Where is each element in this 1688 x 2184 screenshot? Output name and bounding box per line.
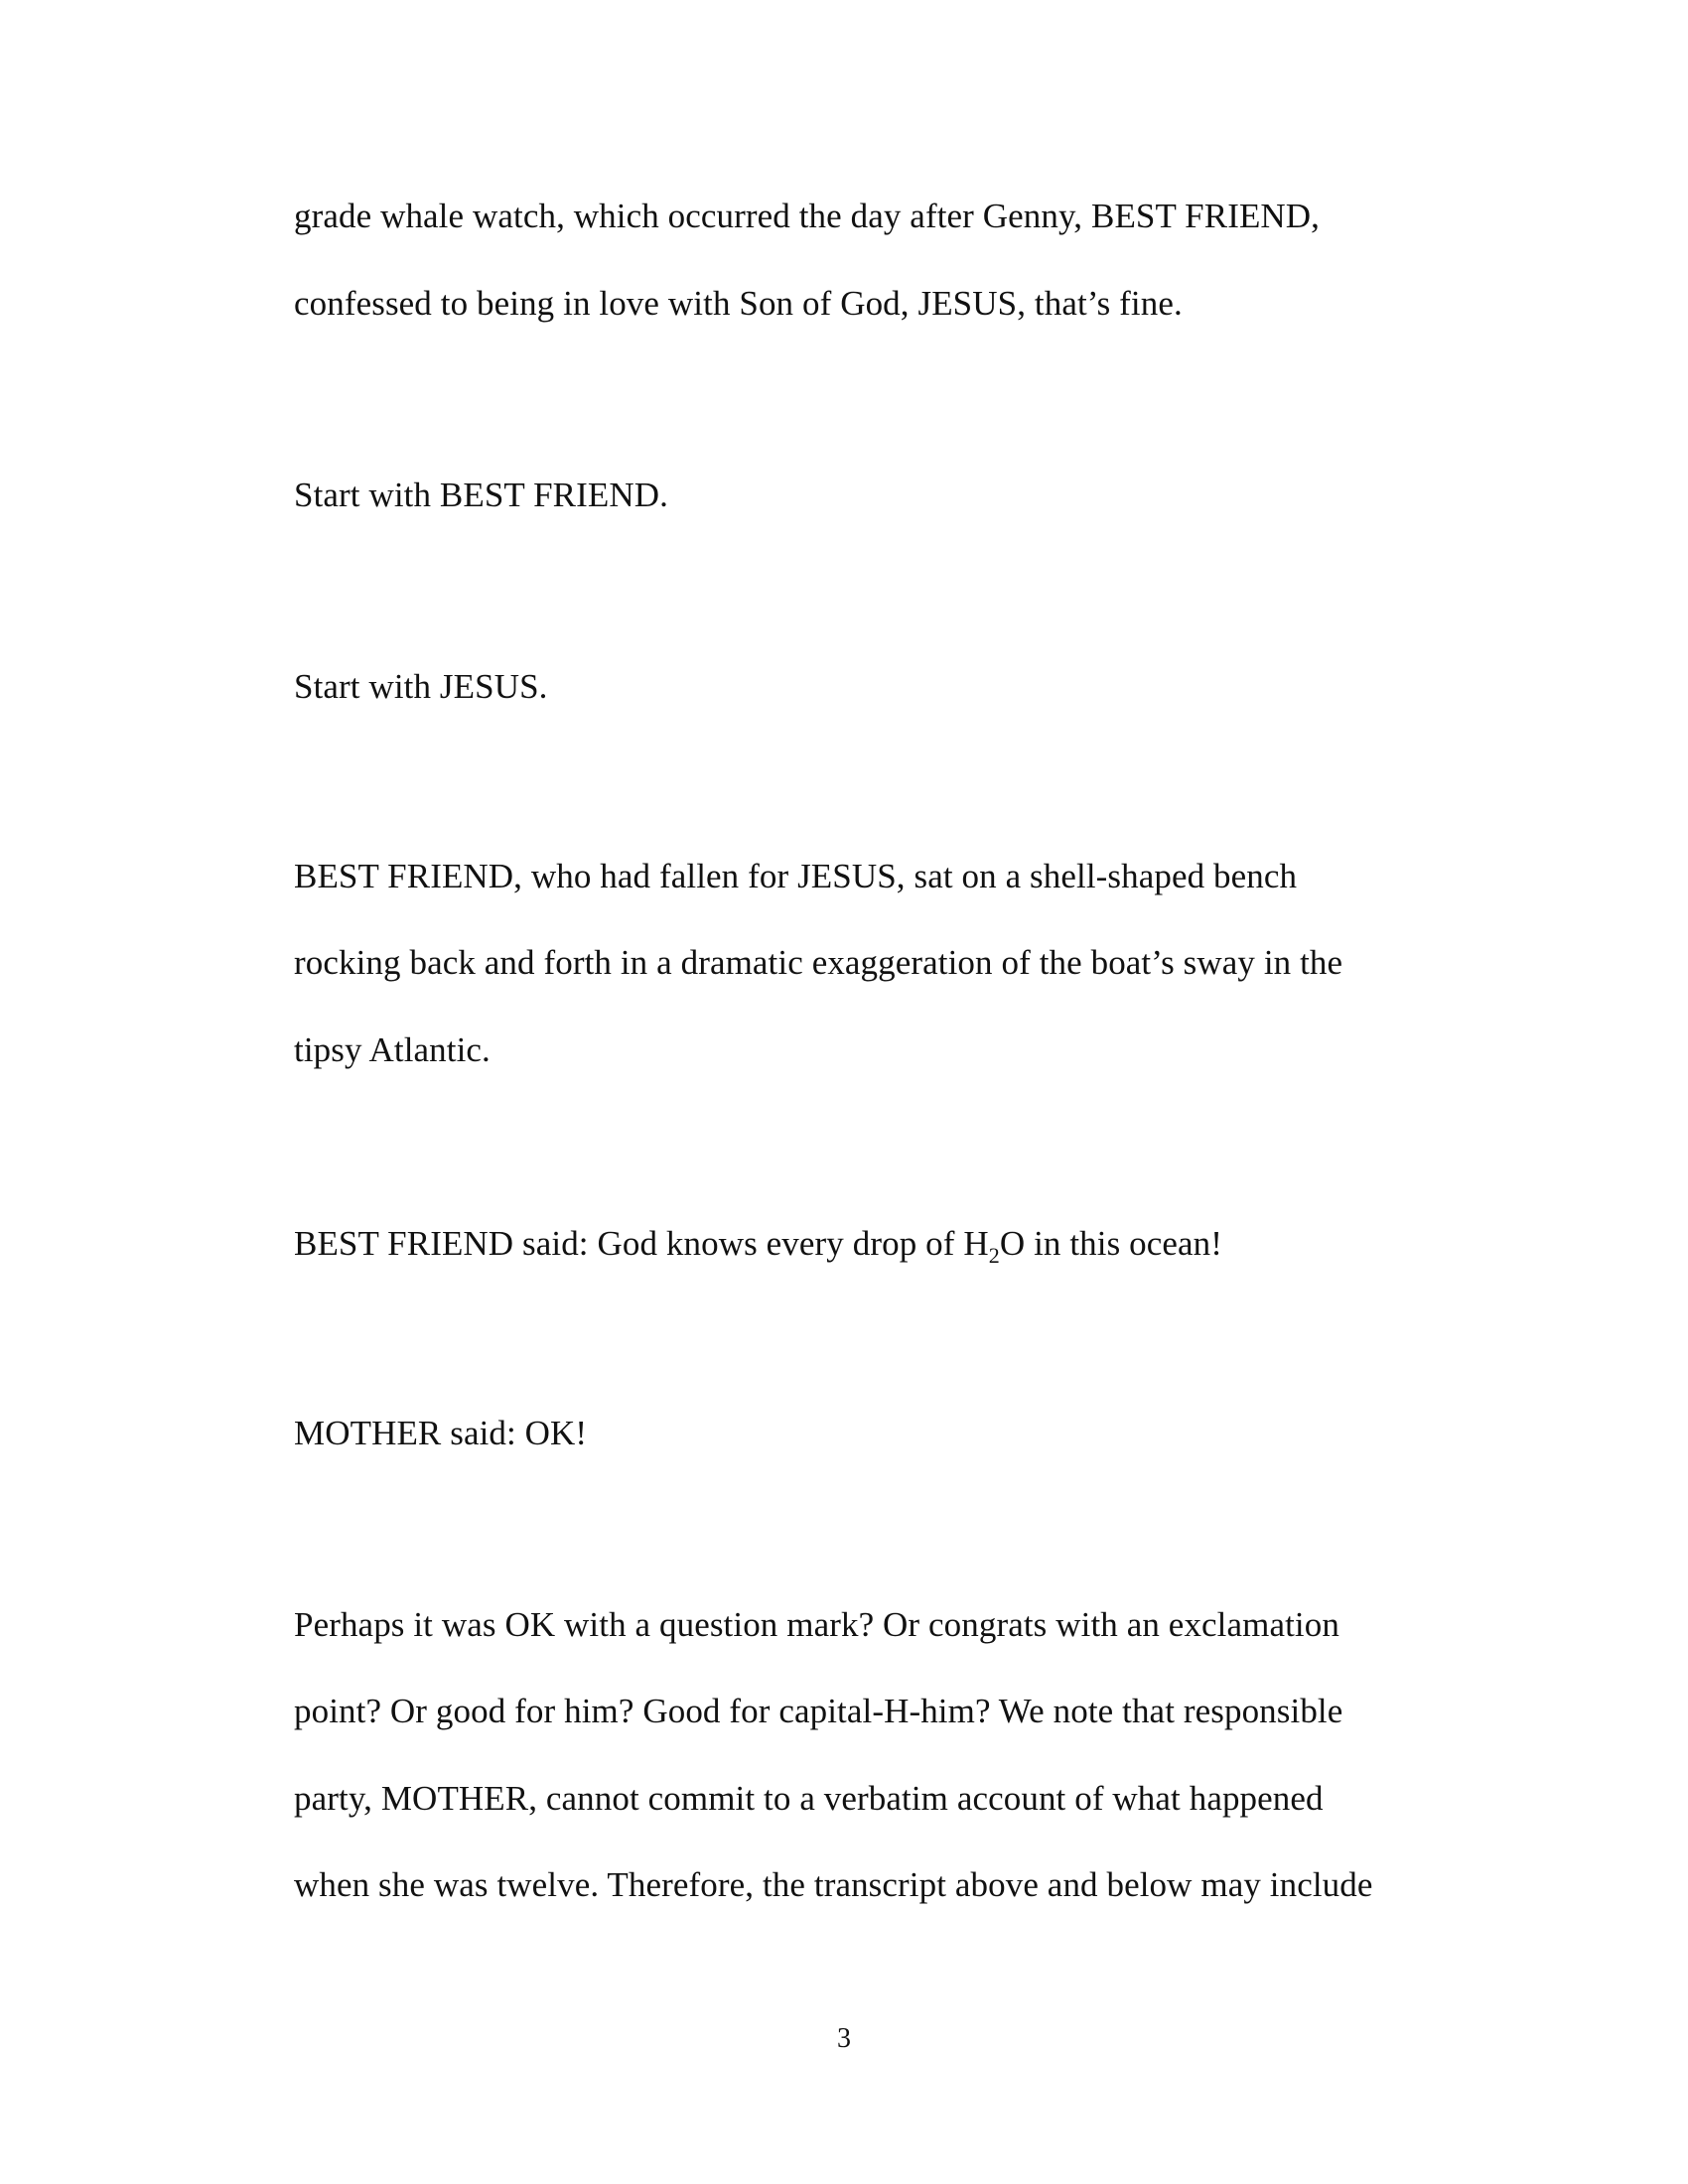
paragraph-5-text-after-subscript: O in this ocean! xyxy=(999,1224,1223,1263)
paragraph-5-line-1 xyxy=(294,1222,1222,1266)
paragraph-4-line-2: rocking back and forth in a dramatic exaggeration of the boat’s sway in the xyxy=(294,943,1343,982)
paragraph-1-line-2: confessed to being in love with Son of God, JESUS, that’s fine. xyxy=(294,284,1183,323)
paragraph-6-line-1: MOTHER said: OK! xyxy=(294,1414,588,1452)
page-number: 3 xyxy=(837,2023,851,2054)
paragraph-2-line-1: Start with BEST FRIEND. xyxy=(294,476,668,514)
subscript-two: 2 xyxy=(988,1243,1000,1268)
paragraph-4-line-1: BEST FRIEND, who had fallen for JESUS, sat on a shell-shaped bench xyxy=(294,857,1298,895)
paragraph-7-line-2: point? Or good for him? Good for capital-H-him? We note that responsible xyxy=(294,1692,1343,1730)
paragraph-3-line-1: Start with JESUS. xyxy=(294,667,548,706)
paragraph-1-line-1: grade whale watch, which occurred the day after Genny, BEST FRIEND, xyxy=(294,197,1321,235)
paragraph-5-text-before-subscript: BEST FRIEND said: God knows every drop of H xyxy=(294,1224,989,1263)
paragraph-7-line-1: Perhaps it was OK with a question mark? Or congrats with an exclamation xyxy=(294,1605,1339,1644)
paragraph-4-line-3: tipsy Atlantic. xyxy=(294,1030,491,1069)
paragraph-7-line-4: when she was twelve. Therefore, the transcript above and below may include xyxy=(294,1865,1373,1904)
paragraph-7-line-3: party, MOTHER, cannot commit to a verbatim account of what happened xyxy=(294,1779,1324,1818)
